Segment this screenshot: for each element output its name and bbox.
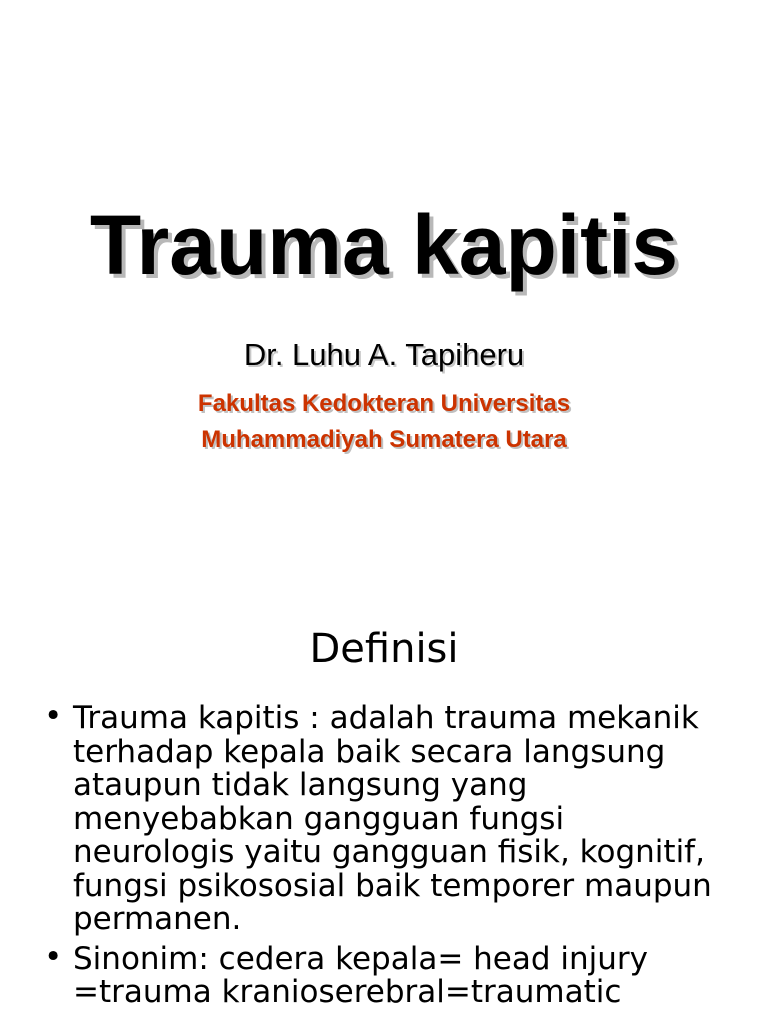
slide-heading: Definisi [309,626,459,672]
affiliation-line-1: Fakultas Kedokteran Universitas [197,390,571,417]
bullet-text: Sinonim: cedera kepala= head injury =trauma kranioserebral=traumatic [73,940,649,1010]
bullet-icon: • [44,938,63,975]
bullet-item [44,698,734,937]
bullet-item [44,938,734,1010]
definition-slide [0,576,768,1024]
bullet-icon: • [44,698,63,734]
slide-title: Trauma kapitis [89,198,679,292]
author-name: Dr. Luhu A. Tapiheru [243,337,525,372]
bullet-list [44,698,734,1016]
affiliation [0,386,768,458]
affiliation-line-2: Muhammadiyah Sumatera Utara [201,426,567,453]
bullet-text: Trauma kapitis : adalah trauma mekanik terhadap kepala baik secara langsung ataupun tidak langsung yang menyebabkan gangguan fungsi neurologis yaitu gangguan fisik, kognitif, fungsi psikososial baik temporer maupun permanen. [73,700,712,937]
